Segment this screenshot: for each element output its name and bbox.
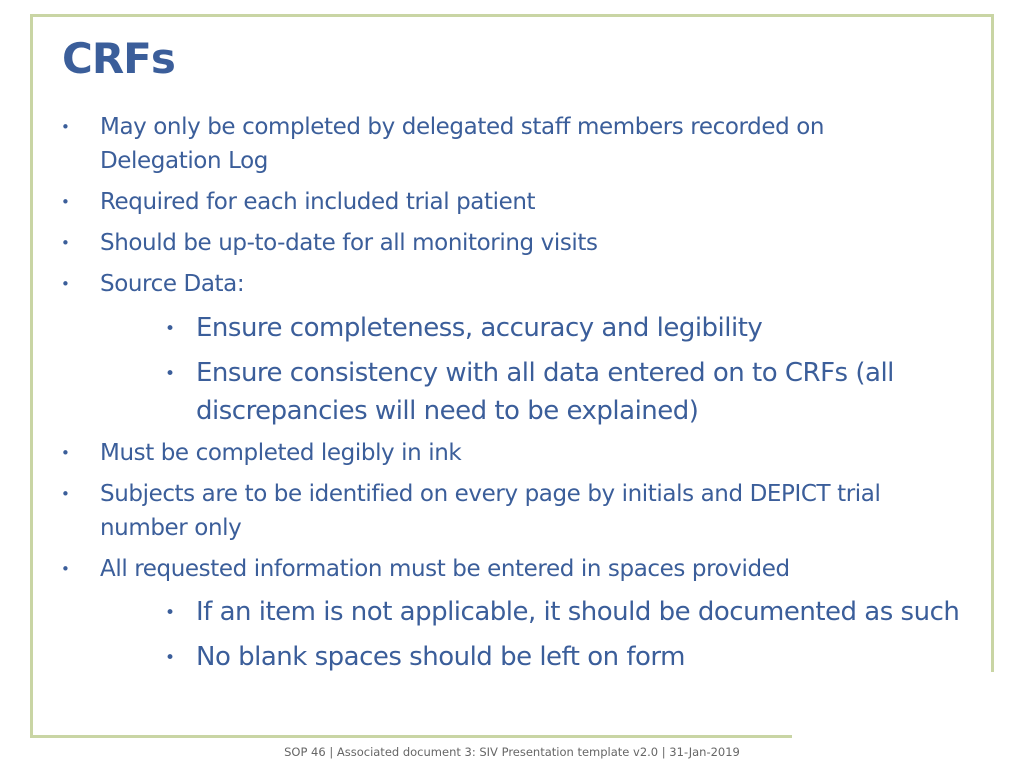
bullet-dot: • (61, 118, 70, 136)
sub-bullet-text: Ensure completeness, accuracy and legibility (196, 313, 763, 343)
sub-bullet-text: No blank spaces should be left on form (196, 642, 685, 672)
bullet-dot: • (61, 234, 70, 252)
sub-bullet-text: If an item is not applicable, it should be documented as such (196, 597, 960, 627)
bullet-text: Required for each included trial patient (100, 189, 536, 215)
bullet-dot: • (165, 319, 176, 339)
bullet-dot: • (61, 485, 70, 503)
bullet-text: May only be completed by delegated staff members recorded on Delegation Log (100, 114, 825, 174)
bullet-dot: • (165, 364, 176, 384)
slide-frame-right (991, 14, 994, 672)
slide-title: CRFs (62, 34, 175, 83)
slide-footer: SOP 46 | Associated document 3: SIV Presentation template v2.0 | 31-Jan-2019 (284, 745, 740, 759)
bullet-dot: • (61, 560, 70, 578)
bullet-dot: • (61, 444, 70, 462)
bullet-dot: • (61, 193, 70, 211)
bullet-text: Source Data: (100, 271, 245, 297)
sub-bullet-text: Ensure consistency with all data entered on to CRFs (all discrepancies will need to be explained) (196, 358, 894, 426)
bullet-text: All requested information must be entered in spaces provided (100, 556, 790, 582)
bullet-dot: • (61, 275, 70, 293)
slide-frame-left (30, 14, 33, 738)
bullet-text: Subjects are to be identified on every page by initials and DEPICT trial number only (100, 481, 881, 541)
bullet-dot: • (165, 603, 176, 623)
slide-frame-bottom (30, 735, 792, 738)
slide-frame-top (30, 14, 994, 17)
bullet-text: Must be completed legibly in ink (100, 440, 462, 466)
bullet-dot: • (165, 648, 176, 668)
bullet-text: Should be up-to-date for all monitoring visits (100, 230, 598, 256)
